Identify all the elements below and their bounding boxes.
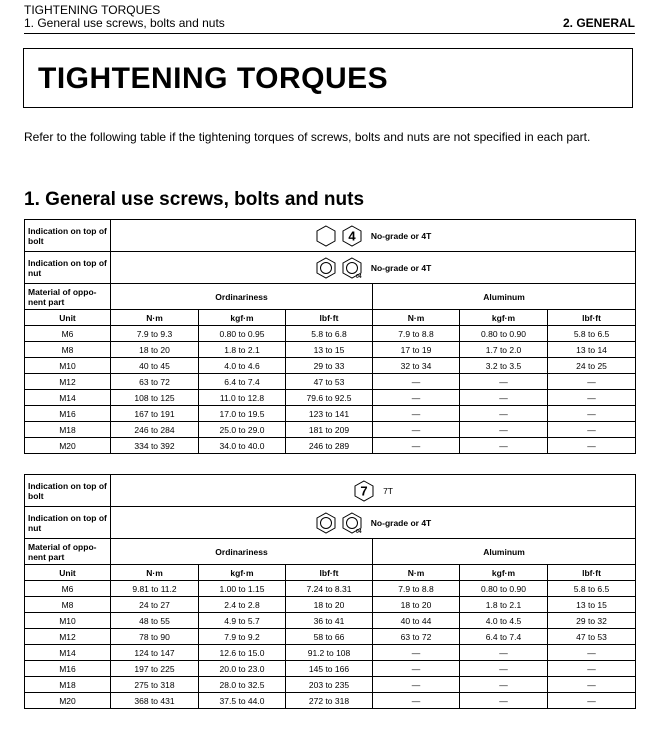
torque-cell: 368 to 431 [111, 693, 199, 709]
table-row [25, 645, 636, 661]
torque-cell: 5.8 to 6.5 [548, 581, 636, 597]
torque-cell: — [460, 374, 548, 390]
unit-header: kgf·m [199, 310, 286, 326]
table-row [25, 326, 636, 342]
size-cell: M20 [25, 693, 111, 709]
torque-cell: 334 to 392 [111, 438, 199, 454]
torque-cell: 40 to 45 [111, 358, 199, 374]
torque-cell: — [548, 677, 636, 693]
svg-text:4: 4 [348, 228, 356, 243]
torque-cell: 40 to 44 [373, 613, 460, 629]
torque-cell: 4.0 to 4.5 [460, 613, 548, 629]
torque-cell: — [548, 422, 636, 438]
torque-cell: 29 to 32 [548, 613, 636, 629]
torque-cell: 246 to 289 [286, 438, 373, 454]
torque-cell: 37.5 to 44.0 [199, 693, 286, 709]
torque-cell: 17 to 19 [373, 342, 460, 358]
table-row [25, 358, 636, 374]
table-row [25, 693, 636, 709]
table-row [25, 342, 636, 358]
running-header-section: 2. GENERAL [562, 16, 635, 30]
torque-cell: — [460, 645, 548, 661]
torque-table-2 [24, 474, 636, 709]
torque-cell: — [548, 438, 636, 454]
torque-cell: 13 to 15 [286, 342, 373, 358]
table-row [25, 406, 636, 422]
torque-cell: 58 to 66 [286, 629, 373, 645]
torque-cell: 78 to 90 [111, 629, 199, 645]
unit-header: N·m [111, 310, 199, 326]
torque-cell: 5.8 to 6.8 [286, 326, 373, 342]
size-cell: M18 [25, 422, 111, 438]
torque-cell: — [548, 645, 636, 661]
torque-cell: 145 to 166 [286, 661, 373, 677]
torque-cell: — [460, 661, 548, 677]
hex-bolt-plain-icon [315, 225, 337, 247]
torque-cell: — [373, 390, 460, 406]
svg-text:7: 7 [360, 483, 368, 498]
torque-cell: 47 to 53 [548, 629, 636, 645]
torque-cell: 24 to 27 [111, 597, 199, 613]
torque-cell: 4.9 to 5.7 [199, 613, 286, 629]
torque-cell: 5.8 to 6.5 [548, 326, 636, 342]
torque-cell: 1.8 to 2.1 [460, 597, 548, 613]
torque-cell: 11.0 to 12.8 [199, 390, 286, 406]
ordinariness-header: Ordinariness [111, 539, 373, 565]
nut-plain-icon [315, 512, 337, 534]
torque-cell: — [373, 677, 460, 693]
size-cell: M14 [25, 390, 111, 406]
unit-header: kgf·m [460, 565, 548, 581]
torque-cell: — [548, 374, 636, 390]
torque-cell: 32 to 34 [373, 358, 460, 374]
torque-cell: 6.4 to 7.4 [460, 629, 548, 645]
nut-indication-label: Indication on top of nut [25, 507, 111, 539]
size-cell: M16 [25, 661, 111, 677]
torque-cell: 4.0 to 4.6 [199, 358, 286, 374]
aluminum-header: Aluminum [373, 284, 636, 310]
size-cell: M8 [25, 342, 111, 358]
unit-header: lbf·ft [548, 565, 636, 581]
torque-cell: 1.7 to 2.0 [460, 342, 548, 358]
torque-cell: 63 to 72 [373, 629, 460, 645]
torque-cell: — [460, 693, 548, 709]
torque-cell: 9.81 to 11.2 [111, 581, 199, 597]
table-row [25, 597, 636, 613]
table-row [25, 613, 636, 629]
table-row [25, 581, 636, 597]
torque-cell: 3.2 to 3.5 [460, 358, 548, 374]
nut-marked-icon [341, 512, 363, 534]
torque-cell: 2.4 to 2.8 [199, 597, 286, 613]
torque-cell: — [460, 438, 548, 454]
size-cell: M6 [25, 326, 111, 342]
torque-cell: 48 to 55 [111, 613, 199, 629]
table-row [25, 661, 636, 677]
torque-cell: 108 to 125 [111, 390, 199, 406]
size-cell: M10 [25, 358, 111, 374]
unit-header: N·m [111, 565, 199, 581]
header-divider [24, 33, 635, 34]
torque-cell: 25.0 to 29.0 [199, 422, 286, 438]
size-cell: M12 [25, 629, 111, 645]
aluminum-header: Aluminum [373, 539, 636, 565]
torque-cell: 0.80 to 0.90 [460, 581, 548, 597]
table-row [25, 374, 636, 390]
torque-cell: 29 to 33 [286, 358, 373, 374]
torque-cell: 272 to 318 [286, 693, 373, 709]
torque-cell: 13 to 14 [548, 342, 636, 358]
bolt-indication-label: Indication on top of bolt [25, 220, 111, 252]
torque-cell: — [548, 406, 636, 422]
torque-cell: 17.0 to 19.5 [199, 406, 286, 422]
torque-cell: 0.80 to 0.95 [199, 326, 286, 342]
torque-cell: 1.00 to 1.15 [199, 581, 286, 597]
torque-cell: 124 to 147 [111, 645, 199, 661]
size-cell: M16 [25, 406, 111, 422]
torque-cell: 47 to 53 [286, 374, 373, 390]
size-cell: M14 [25, 645, 111, 661]
torque-cell: 18 to 20 [111, 342, 199, 358]
page-title: TIGHTENING TORQUES [38, 62, 389, 95]
svg-text:04: 04 [355, 528, 362, 534]
torque-cell: — [460, 390, 548, 406]
unit-label: Unit [25, 565, 111, 581]
torque-cell: 20.0 to 23.0 [199, 661, 286, 677]
torque-cell: 7.24 to 8.31 [286, 581, 373, 597]
torque-cell: — [373, 406, 460, 422]
torque-cell: 123 to 141 [286, 406, 373, 422]
unit-label: Unit [25, 310, 111, 326]
unit-header: lbf·ft [548, 310, 636, 326]
torque-cell: — [373, 693, 460, 709]
torque-cell: 24 to 25 [548, 358, 636, 374]
size-cell: M10 [25, 613, 111, 629]
table-row [25, 390, 636, 406]
table-row [25, 677, 636, 693]
size-cell: M18 [25, 677, 111, 693]
torque-cell: — [460, 406, 548, 422]
torque-cell: 18 to 20 [286, 597, 373, 613]
torque-cell: — [373, 661, 460, 677]
unit-header: kgf·m [199, 565, 286, 581]
intro-text: Refer to the following table if the tightening torques of screws, bolts and nuts are not specified in each part. [24, 130, 591, 144]
unit-header: lbf·ft [286, 565, 373, 581]
torque-cell: 7.9 to 9.2 [199, 629, 286, 645]
torque-cell: — [460, 677, 548, 693]
table-row [25, 422, 636, 438]
size-cell: M8 [25, 597, 111, 613]
unit-header: N·m [373, 310, 460, 326]
nut-marked-icon [341, 257, 363, 279]
nut-grade-text: No-grade or 4T [370, 262, 432, 273]
size-cell: M20 [25, 438, 111, 454]
torque-cell: 63 to 72 [111, 374, 199, 390]
torque-cell: — [548, 390, 636, 406]
torque-cell: — [548, 693, 636, 709]
torque-cell: 91.2 to 108 [286, 645, 373, 661]
page-title-box [23, 48, 633, 108]
hex-bolt-mark-icon [341, 225, 363, 247]
bolt-grade-text: No-grade or 4T [370, 230, 432, 241]
torque-cell: 13 to 15 [548, 597, 636, 613]
unit-header: N·m [373, 565, 460, 581]
running-header-title: TIGHTENING TORQUES [24, 3, 161, 17]
torque-cell: 36 to 41 [286, 613, 373, 629]
nut-plain-icon [315, 257, 337, 279]
torque-cell: — [373, 438, 460, 454]
torque-cell: 7.9 to 9.3 [111, 326, 199, 342]
torque-cell: — [373, 374, 460, 390]
torque-cell: 18 to 20 [373, 597, 460, 613]
torque-cell: 203 to 235 [286, 677, 373, 693]
torque-cell: 12.6 to 15.0 [199, 645, 286, 661]
torque-cell: 79.6 to 92.5 [286, 390, 373, 406]
torque-cell: 7.9 to 8.8 [373, 326, 460, 342]
torque-cell: 6.4 to 7.4 [199, 374, 286, 390]
torque-cell: 34.0 to 40.0 [199, 438, 286, 454]
torque-cell: — [548, 661, 636, 677]
unit-header: kgf·m [460, 310, 548, 326]
torque-cell: 167 to 191 [111, 406, 199, 422]
torque-cell: 275 to 318 [111, 677, 199, 693]
torque-cell: 197 to 225 [111, 661, 199, 677]
torque-cell: 7.9 to 8.8 [373, 581, 460, 597]
ordinariness-header: Ordinariness [111, 284, 373, 310]
unit-header: lbf·ft [286, 310, 373, 326]
torque-cell: — [460, 422, 548, 438]
torque-cell: 28.0 to 32.5 [199, 677, 286, 693]
torque-cell: 0.80 to 0.90 [460, 326, 548, 342]
hex-bolt-mark-icon [353, 480, 375, 502]
torque-cell: — [373, 645, 460, 661]
material-label: Material of oppo-nent part [25, 284, 111, 310]
torque-cell: 1.8 to 2.1 [199, 342, 286, 358]
nut-grade-text: No-grade or 4T [370, 517, 432, 528]
bolt-indication-label: Indication on top of bolt [25, 475, 111, 507]
torque-cell: — [373, 422, 460, 438]
running-header-subtitle: 1. General use screws, bolts and nuts [24, 16, 225, 30]
torque-cell: 246 to 284 [111, 422, 199, 438]
section-heading: 1. General use screws, bolts and nuts [24, 189, 365, 210]
nut-indication-label: Indication on top of nut [25, 252, 111, 284]
torque-cell: 181 to 209 [286, 422, 373, 438]
size-cell: M6 [25, 581, 111, 597]
table-row [25, 438, 636, 454]
svg-text:04: 04 [355, 273, 362, 279]
table-row [25, 629, 636, 645]
size-cell: M12 [25, 374, 111, 390]
material-label: Material of oppo-nent part [25, 539, 111, 565]
torque-table-1 [24, 219, 636, 454]
bolt-grade-text: 7T [383, 485, 393, 496]
